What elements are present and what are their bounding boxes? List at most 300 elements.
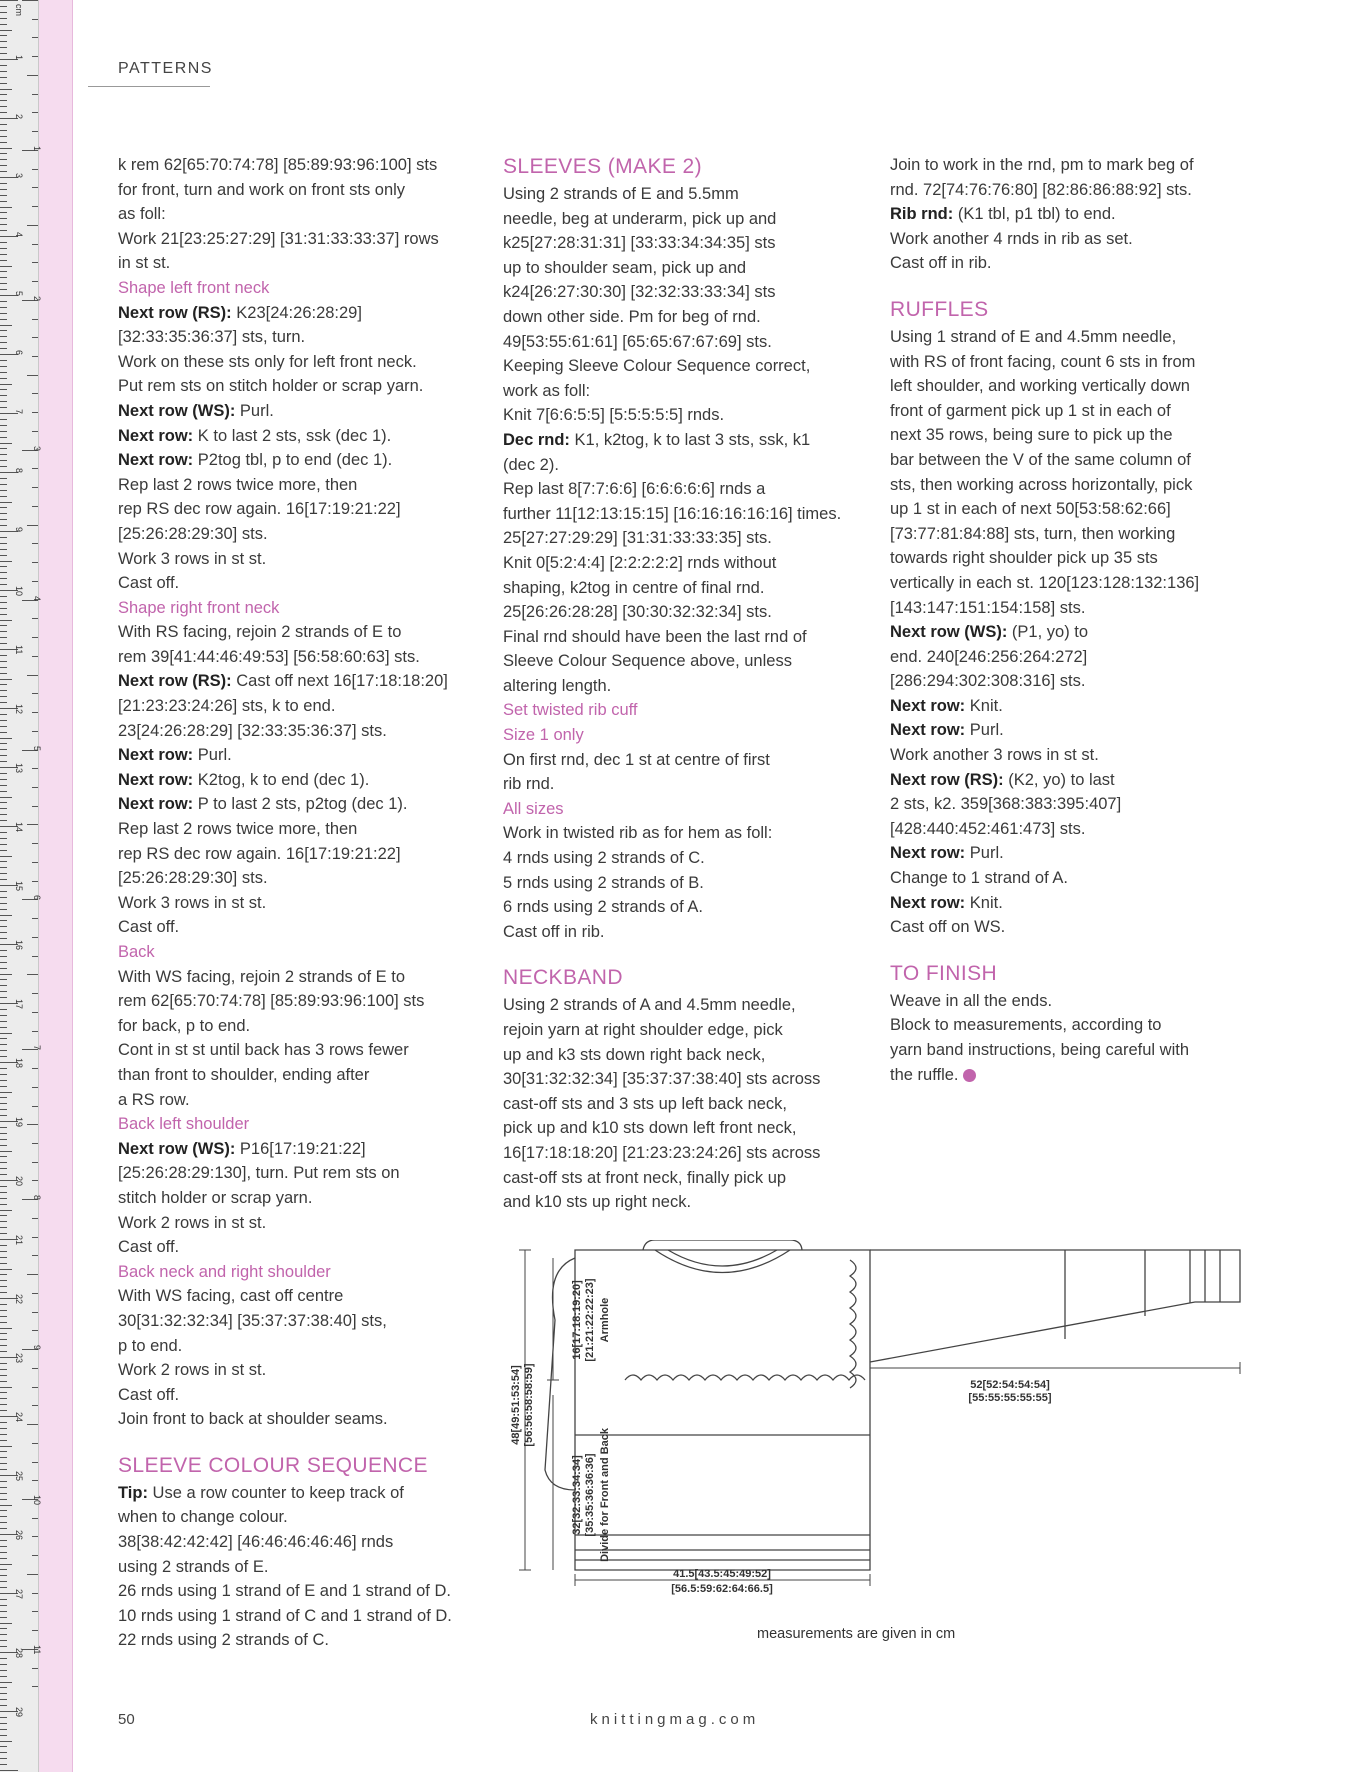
ruler-tick [0, 861, 7, 862]
text-line: yarn band instructions, being careful with [890, 1041, 1189, 1059]
ruler-tick-inch [32, 1087, 38, 1088]
row-text: Cast off next 16[17:18:18:20] [231, 672, 448, 691]
ruler-inch-number: 1 [32, 145, 42, 151]
text-line: pick up and k10 sts down left front neck, [503, 1119, 797, 1138]
ruler-tick [0, 112, 7, 113]
text-line: shaping, k2tog in centre of final rnd. [503, 578, 765, 597]
ruler-cm-number: 24 [14, 1412, 24, 1423]
diagram-caption: measurements are given in cm [757, 1626, 956, 1642]
ruler-tick [0, 1086, 7, 1087]
ruler-tick [0, 1115, 7, 1116]
ruler-tick [0, 153, 7, 154]
heading-sleeve-colour-sequence: SLEEVE COLOUR SEQUENCE [118, 1453, 428, 1477]
ruler-tick [0, 625, 7, 626]
ruler-tick-inch [32, 1162, 38, 1163]
ruler-tick [0, 543, 7, 544]
ruler-tick-inch [32, 1330, 38, 1331]
ruler-tick [0, 1333, 7, 1334]
ruler-tick [0, 1009, 7, 1010]
ruler-tick [0, 732, 7, 733]
ruler-tick [0, 1446, 12, 1447]
ruler-tick [0, 207, 12, 208]
text-line: 6 rnds using 2 strands of A. [503, 898, 703, 917]
row-text: Purl. [193, 746, 232, 765]
text-line: when to change colour. [118, 1508, 288, 1527]
text-line: rep RS dec row again. 16[17:19:21:22] [118, 500, 401, 519]
text-line: as foll: [118, 205, 166, 224]
ruler-tick [0, 1676, 7, 1677]
ruler-tick [0, 407, 7, 408]
ruler-tick-inch [27, 375, 38, 376]
ruler-tick [0, 856, 12, 857]
ruler-tick-inch [27, 75, 38, 76]
text-line: Cast off in rib. [890, 254, 992, 273]
row-label: Next row: [890, 696, 966, 715]
text-line: Block to measurements, according to [890, 1016, 1162, 1035]
ruler-cm-number: 7 [14, 409, 24, 415]
ruler-tick-inch [32, 1462, 38, 1463]
ruler-tick [0, 106, 7, 107]
ruler-tick [0, 561, 12, 562]
ruler-tick [0, 997, 7, 998]
ruler-tick [0, 336, 7, 337]
row-label: Next row: [890, 721, 966, 740]
ruler-tick [0, 18, 7, 19]
ruler-tick [0, 785, 7, 786]
ruler-tick [0, 602, 7, 603]
ruler-tick [0, 566, 7, 567]
text-line: a RS row. [118, 1090, 190, 1109]
ruler-tick [0, 313, 7, 314]
ruler-tick [0, 1292, 7, 1293]
ruler-tick-inch [32, 56, 38, 57]
ruler-cm-number: 10 [14, 586, 24, 597]
text-line: [25:26:28:29:30] sts. [118, 524, 268, 543]
ruler-cm-number: 8 [14, 468, 24, 474]
text-line: 10 rnds using 1 strand of C and 1 strand of D. [118, 1606, 452, 1625]
ruler-tick [0, 979, 7, 980]
text-line: rep RS dec row again. 16[17:19:21:22] [118, 844, 401, 863]
ruler-tick [0, 189, 7, 190]
ruler-tick-inch [32, 112, 38, 113]
ruler-tick [0, 212, 7, 213]
ruler-tick [0, 1263, 7, 1264]
text-line: 26 rnds using 1 strand of E and 1 strand of D. [118, 1582, 451, 1601]
ruler-tick [0, 1528, 7, 1529]
text-line: cast-off sts and 3 sts up left back neck, [503, 1094, 788, 1113]
ruler-cm-number: 11 [14, 645, 24, 655]
ruler-tick [0, 1569, 7, 1570]
ruler-tick [0, 1522, 7, 1523]
ruler-tick [0, 667, 7, 668]
ruler-tick [0, 159, 7, 160]
ruler-tick [0, 1033, 12, 1034]
ruler-tick-inch [32, 1518, 38, 1519]
row-text: P16[17:19:21:22] [235, 1139, 366, 1158]
ruler-tick-inch [32, 412, 38, 413]
row-label: Next row (WS): [118, 1139, 236, 1158]
text-line: [32:33:35:36:37] sts, turn. [118, 328, 306, 347]
ruler-tick-inch [32, 656, 38, 657]
ruler-tick [0, 1493, 7, 1494]
ruler-tick [0, 1729, 7, 1730]
ruler-cm-number: 22 [14, 1294, 24, 1305]
text-line [890, 718, 1262, 743]
ruler-tick [0, 1564, 12, 1565]
label-armhole-1: 16[17:18:19:20] [571, 1280, 583, 1360]
text-line: On first rnd, dec 1 st at centre of first [503, 750, 770, 769]
text-line: bar between the V of the same column of [890, 450, 1191, 469]
ruler-tick [0, 738, 12, 739]
ruler-cm-label: cm [14, 4, 24, 16]
section-divider [88, 86, 210, 87]
row-text: Knit. [965, 696, 1003, 715]
ruler-tick [0, 779, 7, 780]
ruler-tick [0, 1103, 7, 1104]
ruler-tick [0, 1074, 7, 1075]
row-text: Purl. [965, 844, 1004, 863]
ruler-tick [0, 1215, 7, 1216]
text-line: rib rnd. [503, 775, 555, 794]
ruler-tick-inch [32, 19, 38, 20]
yarn-ball-icon [963, 1069, 976, 1082]
ruler-tick [0, 271, 7, 272]
text-line: Work 3 rows in st st. [118, 549, 267, 568]
ruler-tick [0, 1092, 12, 1093]
text-line: further 11[12:13:15:15] [16:16:16:16:16] times. [503, 504, 842, 523]
text-line: than front to shoulder, ending after [118, 1065, 370, 1084]
ruler-tick [0, 1434, 7, 1435]
ruler-tick [0, 1381, 7, 1382]
ruler-tick [0, 1634, 7, 1635]
ruler-tick-inch [32, 937, 38, 938]
ruler-cm-number: 6 [14, 350, 24, 356]
text-line: stitch holder or scrap yarn. [118, 1188, 313, 1207]
ruler-cm-number: 28 [14, 1648, 24, 1659]
ruler-tick [0, 1345, 7, 1346]
text-line: 23[24:26:28:29] [32:33:35:36:37] sts. [118, 721, 387, 740]
text-line: 30[31:32:32:34] [35:37:37:38:40] sts across [503, 1070, 821, 1089]
ruler-tick [0, 1581, 7, 1582]
text-line: Change to 1 strand of A. [890, 869, 1068, 888]
label-divide-1: 32[32:33:34:34] [571, 1455, 583, 1535]
ruler-tick [0, 1375, 7, 1376]
ruler-tick [0, 968, 7, 969]
ruler-tick [0, 962, 7, 963]
ruler-tick [0, 496, 7, 497]
ruler-tick [0, 525, 7, 526]
ruler-tick [0, 1505, 12, 1506]
text-line: 16[17:18:18:20] [21:23:23:24:26] sts across [503, 1143, 821, 1162]
row-label: Next row: [890, 844, 966, 863]
row-text: Knit. [965, 893, 1003, 912]
body-outline [575, 1250, 870, 1570]
text-line: 38[38:42:42:42] [46:46:46:46:46] rnds [118, 1533, 394, 1552]
ruler-tick-inch [32, 693, 38, 694]
label-sleeve-1: 52[52:54:54:54] [970, 1379, 1050, 1391]
ruler-tick [0, 1251, 7, 1252]
ruler-tick [0, 83, 7, 84]
ruler-tick [0, 1339, 7, 1340]
subheading-back-neck-right-shoulder: Back neck and right shoulder [118, 1262, 331, 1281]
row-label: Next row: [118, 426, 194, 445]
ruler-tick [0, 425, 7, 426]
ruler-tick [0, 1387, 12, 1388]
ruler-tick [0, 171, 7, 172]
ruler-tick [0, 655, 7, 656]
ruler-tick [0, 1723, 7, 1724]
ruler-tick [0, 1741, 12, 1742]
row-label: Next row (RS): [890, 770, 1004, 789]
ruler-tick-inch [32, 1218, 38, 1219]
text-line: Work 2 rows in st st. [118, 1361, 267, 1380]
text-line [118, 448, 490, 473]
ruler-tick-inch [32, 431, 38, 432]
ruler-tick [0, 696, 7, 697]
ruler-tick [0, 1540, 7, 1541]
ruler-tick [0, 136, 7, 137]
ruler-tick [0, 1516, 7, 1517]
ruler-tick-inch [32, 543, 38, 544]
ruler-tick-inch [32, 37, 38, 38]
text-line: k24[26:27:30:30] [32:32:33:33:34] sts [503, 283, 776, 302]
ruler-tick [0, 1682, 12, 1683]
ruler-tick-inch [32, 1387, 38, 1388]
text-line: Cast off. [118, 1385, 180, 1404]
ruler-tick [0, 65, 7, 66]
ruler-tick [0, 1392, 7, 1393]
ruler-tick [0, 1038, 7, 1039]
ruler-tick [0, 1510, 7, 1511]
ruler-tick [0, 850, 7, 851]
ruler-tick [0, 1280, 7, 1281]
label-divide: Divide for Front and Back [599, 1428, 611, 1562]
ruler-tick [0, 0, 18, 1]
ruler-tick [0, 342, 7, 343]
ruler-tick [0, 490, 7, 491]
text-line [118, 743, 490, 768]
ruler-tick [0, 307, 7, 308]
ruler-tick [0, 1369, 7, 1370]
row-label: Next row: [118, 770, 194, 789]
ruler-tick [0, 555, 7, 556]
ruler-tick [0, 1328, 12, 1329]
subheading-all-sizes: All sizes [503, 799, 564, 818]
ruler-tick-inch [32, 731, 38, 732]
ruler-tick [0, 1044, 7, 1045]
ruler-cm-number: 14 [14, 822, 24, 833]
ruler-tick-inch [32, 94, 38, 95]
ruler-cm-number: 2 [14, 114, 24, 120]
ruler-tick [0, 974, 12, 975]
text-line [118, 301, 490, 326]
ruler-tick-inch [32, 487, 38, 488]
ruler-tick [0, 1233, 7, 1234]
ruler-tick [0, 1286, 7, 1287]
neckband-inner [668, 1250, 777, 1266]
text-line: With RS facing, rejoin 2 strands of E to [118, 623, 402, 642]
text-line [890, 768, 1262, 793]
ruler-tick-inch [32, 262, 38, 263]
ruler-cm-number: 26 [14, 1530, 24, 1541]
ruler-tick [0, 584, 7, 585]
ruler-tick-inch [32, 1480, 38, 1481]
ruler-tick [0, 1746, 7, 1747]
ruler-tick [0, 1752, 7, 1753]
label-armhole-2: [21:21:22:22:23] [584, 1278, 596, 1362]
text-line [118, 424, 490, 449]
ruler-tick-inch [32, 1106, 38, 1107]
ruler-tick [0, 844, 7, 845]
ruler-tick [0, 30, 12, 31]
ruler-tick [0, 1227, 7, 1228]
ruler-tick-inch [32, 1031, 38, 1032]
ruler-tick-inch [32, 918, 38, 919]
ruler-cm-number: 21 [14, 1235, 24, 1246]
ruler-tick [0, 637, 7, 638]
ruler-tick-inch [32, 356, 38, 357]
ruler-tick [0, 1764, 7, 1765]
text-line: up and k3 sts down right back neck, [503, 1045, 766, 1064]
ruler-cm-number: 20 [14, 1176, 24, 1187]
ruler-tick [0, 1109, 7, 1110]
ruler-tick-inch [32, 993, 38, 994]
ruler-tick [0, 124, 7, 125]
ruler-tick [0, 1168, 7, 1169]
ruler-tick-inch [32, 468, 38, 469]
ruler-cm-number: 1 [14, 55, 24, 61]
ruler-tick-inch [27, 1274, 38, 1275]
column-3 [890, 153, 1262, 1087]
ruler-tick [0, 1611, 7, 1612]
ruler-tick [0, 1269, 12, 1270]
ruler-tick [0, 1404, 7, 1405]
ruler-tick [0, 726, 7, 727]
text-line: k rem 62[65:70:74:78] [85:89:93:96:100] sts [118, 156, 438, 174]
ruler-tick-inch [32, 712, 38, 713]
ruler-tick [0, 549, 7, 550]
text-line: Work 3 rows in st st. [118, 893, 267, 912]
text-line: 22 rnds using 2 strands of C. [118, 1631, 329, 1650]
ruler-tick [0, 1481, 7, 1482]
ruler-tick-inch [32, 862, 38, 863]
ruler-tick [0, 915, 12, 916]
ruler-tick-inch [32, 581, 38, 582]
text-line [118, 1137, 490, 1162]
ruler-tick [0, 903, 7, 904]
ruler-tick [0, 260, 7, 261]
label-divide-2: [35:35:36:36:36] [584, 1453, 596, 1537]
ruler-tick [0, 366, 7, 367]
text-line: Keeping Sleeve Colour Sequence correct, [503, 357, 811, 376]
text-line: Work 2 rows in st st. [118, 1213, 267, 1232]
ruler-tick-inch [27, 974, 38, 975]
ruler-tick [0, 395, 7, 396]
ruler-tick [0, 802, 7, 803]
ruler-tick [0, 1257, 7, 1258]
ruler-tick [0, 1717, 7, 1718]
ruler-cm-number: 5 [14, 291, 24, 297]
label-body-length-1: 48[49:51:53:54] [510, 1365, 522, 1445]
tip-label: Tip: [118, 1483, 148, 1502]
text-line: Work another 3 rows in st st. [890, 746, 1099, 765]
text-line: 25[27:27:29:29] [31:31:33:33:35] sts. [503, 529, 772, 548]
ruler-tick [0, 71, 7, 72]
ruler-tick-inch [32, 806, 38, 807]
ruler-tick-inch [32, 1237, 38, 1238]
ruler-tick-inch [32, 1443, 38, 1444]
ruler-tick [0, 1451, 7, 1452]
column-2 [503, 153, 875, 1215]
label-body-length-2: [56:56:58:58:59] [523, 1363, 535, 1447]
row-text: K23[24:26:28:29] [231, 303, 362, 322]
heading-ruffles: RUFFLES [890, 297, 989, 321]
text-line [890, 891, 1262, 916]
ruler-tick-inch [32, 1611, 38, 1612]
ruler-tick [0, 1151, 12, 1152]
ruler-tick [0, 1198, 7, 1199]
ruler-inch-number: 11 [32, 1644, 42, 1655]
text-line: Knit 7[6:6:5:5] [5:5:5:5:5] rnds. [503, 406, 725, 425]
text-line: Work in twisted rib as for hem as foll: [503, 824, 773, 843]
text-line [890, 694, 1262, 719]
text-line: in st st. [118, 254, 171, 273]
text-line: Weave in all the ends. [890, 991, 1053, 1010]
sleeve-outline [870, 1250, 1240, 1362]
ruler-tick [0, 867, 7, 868]
ruler-tick [0, 478, 7, 479]
row-label: Next row: [118, 746, 194, 765]
ruler-tick-inch [32, 1686, 38, 1687]
ruler-tick-inch [32, 956, 38, 957]
ruler-tick [0, 289, 7, 290]
ruler-tick-inch [32, 206, 38, 207]
ruler-tick [0, 714, 7, 715]
ruler-tick [0, 372, 7, 373]
ruler-tick [0, 897, 7, 898]
ruler-tick [0, 1646, 7, 1647]
ruler-tick [0, 1050, 7, 1051]
ruler-tick [0, 1463, 7, 1464]
ruler-tick-inch [32, 1536, 38, 1537]
text-line: down other side. Pm for beg of rnd. [503, 307, 761, 326]
text-line: [286:294:302:308:316] sts. [890, 672, 1086, 691]
text-line: 2 sts, k2. 359[368:383:395:407] [890, 795, 1122, 814]
ruler-tick [0, 448, 7, 449]
ruler-tick [0, 814, 7, 815]
ruler-tick [0, 1699, 7, 1700]
ruffle-horizontal [625, 1375, 865, 1380]
ruler-tick [0, 1127, 7, 1128]
ruler-tick [0, 614, 7, 615]
ruler-tick-inch [27, 675, 38, 676]
row-label: Next row (WS): [118, 401, 236, 420]
ruler-tick [0, 1304, 7, 1305]
ruler-cm-number: 19 [14, 1117, 24, 1128]
ruler-tick [0, 348, 7, 349]
text-line [118, 1481, 490, 1506]
ruler-tick-inch [32, 319, 38, 320]
text-line: 30[31:32:32:34] [35:37:37:38:40] sts, [118, 1311, 387, 1330]
ruler-tick [0, 1398, 7, 1399]
ruler-tick [0, 749, 7, 750]
text-line: [25:26:28:29:30] sts. [118, 869, 268, 888]
ruler-tick-inch [27, 1424, 38, 1425]
text-line: [73:77:81:84:88] sts, turn, then working [890, 524, 1176, 543]
ruler-cm-number: 9 [14, 527, 24, 533]
ruler-tick [0, 956, 7, 957]
text-line: up to shoulder seam, pick up and [503, 258, 747, 277]
